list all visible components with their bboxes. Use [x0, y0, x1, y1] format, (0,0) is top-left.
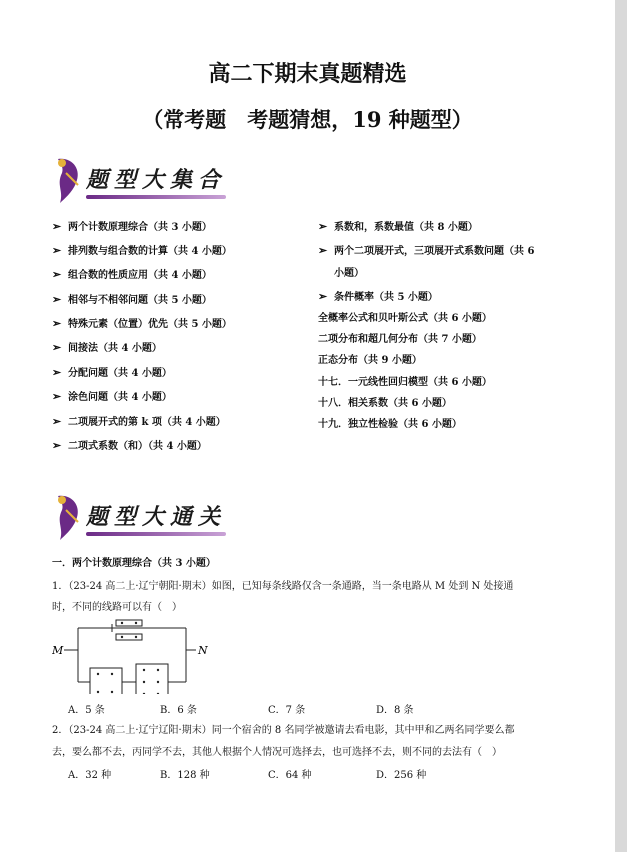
- toc-item[interactable]: ➢ 组合数的性质应用（共 4 小题）: [52, 268, 212, 281]
- toc-item[interactable]: ➢ 涂色问题（共 4 小题）: [52, 390, 172, 403]
- toc-item[interactable]: ➢ 两个计数原理综合（共 3 小题）: [52, 220, 212, 233]
- toc-item-wrap: 小题）: [334, 268, 364, 279]
- question-2-text-cont: 去，要么都不去，丙同学不去，其他人根据个人情况可选择去，也可选择不去，则不同的去法有（ ）: [52, 747, 502, 758]
- arrow-icon: ➢: [318, 244, 328, 257]
- arrow-icon: ➢: [52, 220, 62, 233]
- banner-emblem-icon: [52, 492, 86, 542]
- toc-item[interactable]: ➢ 二项式系数（和）（共 4 小题）: [52, 439, 207, 452]
- arrow-icon: ➢: [52, 439, 62, 452]
- toc-item[interactable]: 全概率公式和贝叶斯公式（共 6 小题）: [318, 313, 492, 324]
- toc-item[interactable]: 十八．相关系数（共 6 小题）: [318, 398, 452, 409]
- document-subtitle: （常考题 考题猜想，19 种题型）: [142, 107, 473, 132]
- document-title: 高二下期末真题精选: [208, 61, 407, 87]
- arrow-icon: ➢: [52, 268, 62, 281]
- arrow-icon: ➢: [52, 244, 62, 257]
- banner-underline: [86, 532, 226, 536]
- q2-option-a[interactable]: A．32 种: [68, 770, 112, 781]
- circuit-label-n: N: [198, 644, 208, 657]
- toc-item[interactable]: ➢ 分配问题（共 4 小题）: [52, 366, 172, 379]
- scrollbar-track[interactable]: [615, 0, 627, 852]
- question-1-text-cont: 时，不同的线路可以有（ ）: [52, 602, 182, 613]
- arrow-icon: ➢: [52, 390, 62, 403]
- q2-option-c[interactable]: C．64 种: [268, 770, 312, 781]
- arrow-icon: ➢: [52, 293, 62, 306]
- toc-item[interactable]: 正态分布（共 9 小题）: [318, 355, 422, 366]
- banner-emblem-icon: [52, 155, 86, 205]
- toc-item[interactable]: ➢ 间接法（共 4 小题）: [52, 341, 162, 354]
- question-2-text: 2．（23-24 高二上·辽宁辽阳·期末）同一个宿舍的 8 名同学被邀请去看电影，其中甲和乙两名同学要么都: [52, 725, 515, 736]
- banner-underline: [86, 195, 226, 199]
- toc-item[interactable]: ➢ 相邻与不相邻问题（共 5 小题）: [52, 293, 212, 306]
- arrow-icon: ➢: [52, 415, 62, 428]
- circuit-label-m: M: [52, 644, 64, 657]
- section-heading: 一．两个计数原理综合（共 3 小题）: [52, 558, 216, 569]
- toc-item[interactable]: ➢ 条件概率（共 5 小题）: [318, 290, 438, 303]
- toc-item[interactable]: 十九．独立性检验（共 6 小题）: [318, 419, 462, 430]
- arrow-icon: ➢: [318, 290, 328, 303]
- toc-item[interactable]: ➢ 两个二项展开式，三项展开式系数问题（共 6: [318, 244, 535, 257]
- arrow-icon: ➢: [52, 341, 62, 354]
- toc-item[interactable]: ➢ 系数和，系数最值（共 8 小题）: [318, 220, 478, 233]
- banner-title: 题型大集合: [86, 167, 227, 193]
- toc-item[interactable]: ➢ 二项展开式的第 k 项（共 4 小题）: [52, 415, 226, 428]
- toc-item[interactable]: 十七．一元线性回归模型（共 6 小题）: [318, 377, 492, 388]
- section-banner-practice: [52, 492, 232, 544]
- section-banner-collection: [52, 155, 232, 207]
- q1-option-c[interactable]: C．7 条: [268, 705, 306, 716]
- arrow-icon: ➢: [318, 220, 328, 233]
- q1-option-b[interactable]: B．6 条: [160, 705, 197, 716]
- question-1-text: 1．（23-24 高二上·辽宁朝阳·期末）如图，已知每条线路仅含一条通路，当一条电路从 M 处到 N 处接通: [52, 581, 514, 592]
- q1-option-a[interactable]: A．5 条: [68, 705, 105, 716]
- arrow-icon: ➢: [52, 366, 62, 379]
- q2-option-b[interactable]: B．128 种: [160, 770, 210, 781]
- arrow-icon: ➢: [52, 317, 62, 330]
- circuit-diagram: [52, 614, 212, 694]
- q2-option-d[interactable]: D．256 种: [376, 770, 427, 781]
- toc-item[interactable]: ➢ 特殊元素（位置）优先（共 5 小题）: [52, 317, 232, 330]
- toc-item[interactable]: 二项分布和超几何分布（共 7 小题）: [318, 334, 482, 345]
- banner-title: 题型大通关: [86, 504, 227, 530]
- toc-item[interactable]: ➢ 排列数与组合数的计算（共 4 小题）: [52, 244, 232, 257]
- q1-option-d[interactable]: D．8 条: [376, 705, 414, 716]
